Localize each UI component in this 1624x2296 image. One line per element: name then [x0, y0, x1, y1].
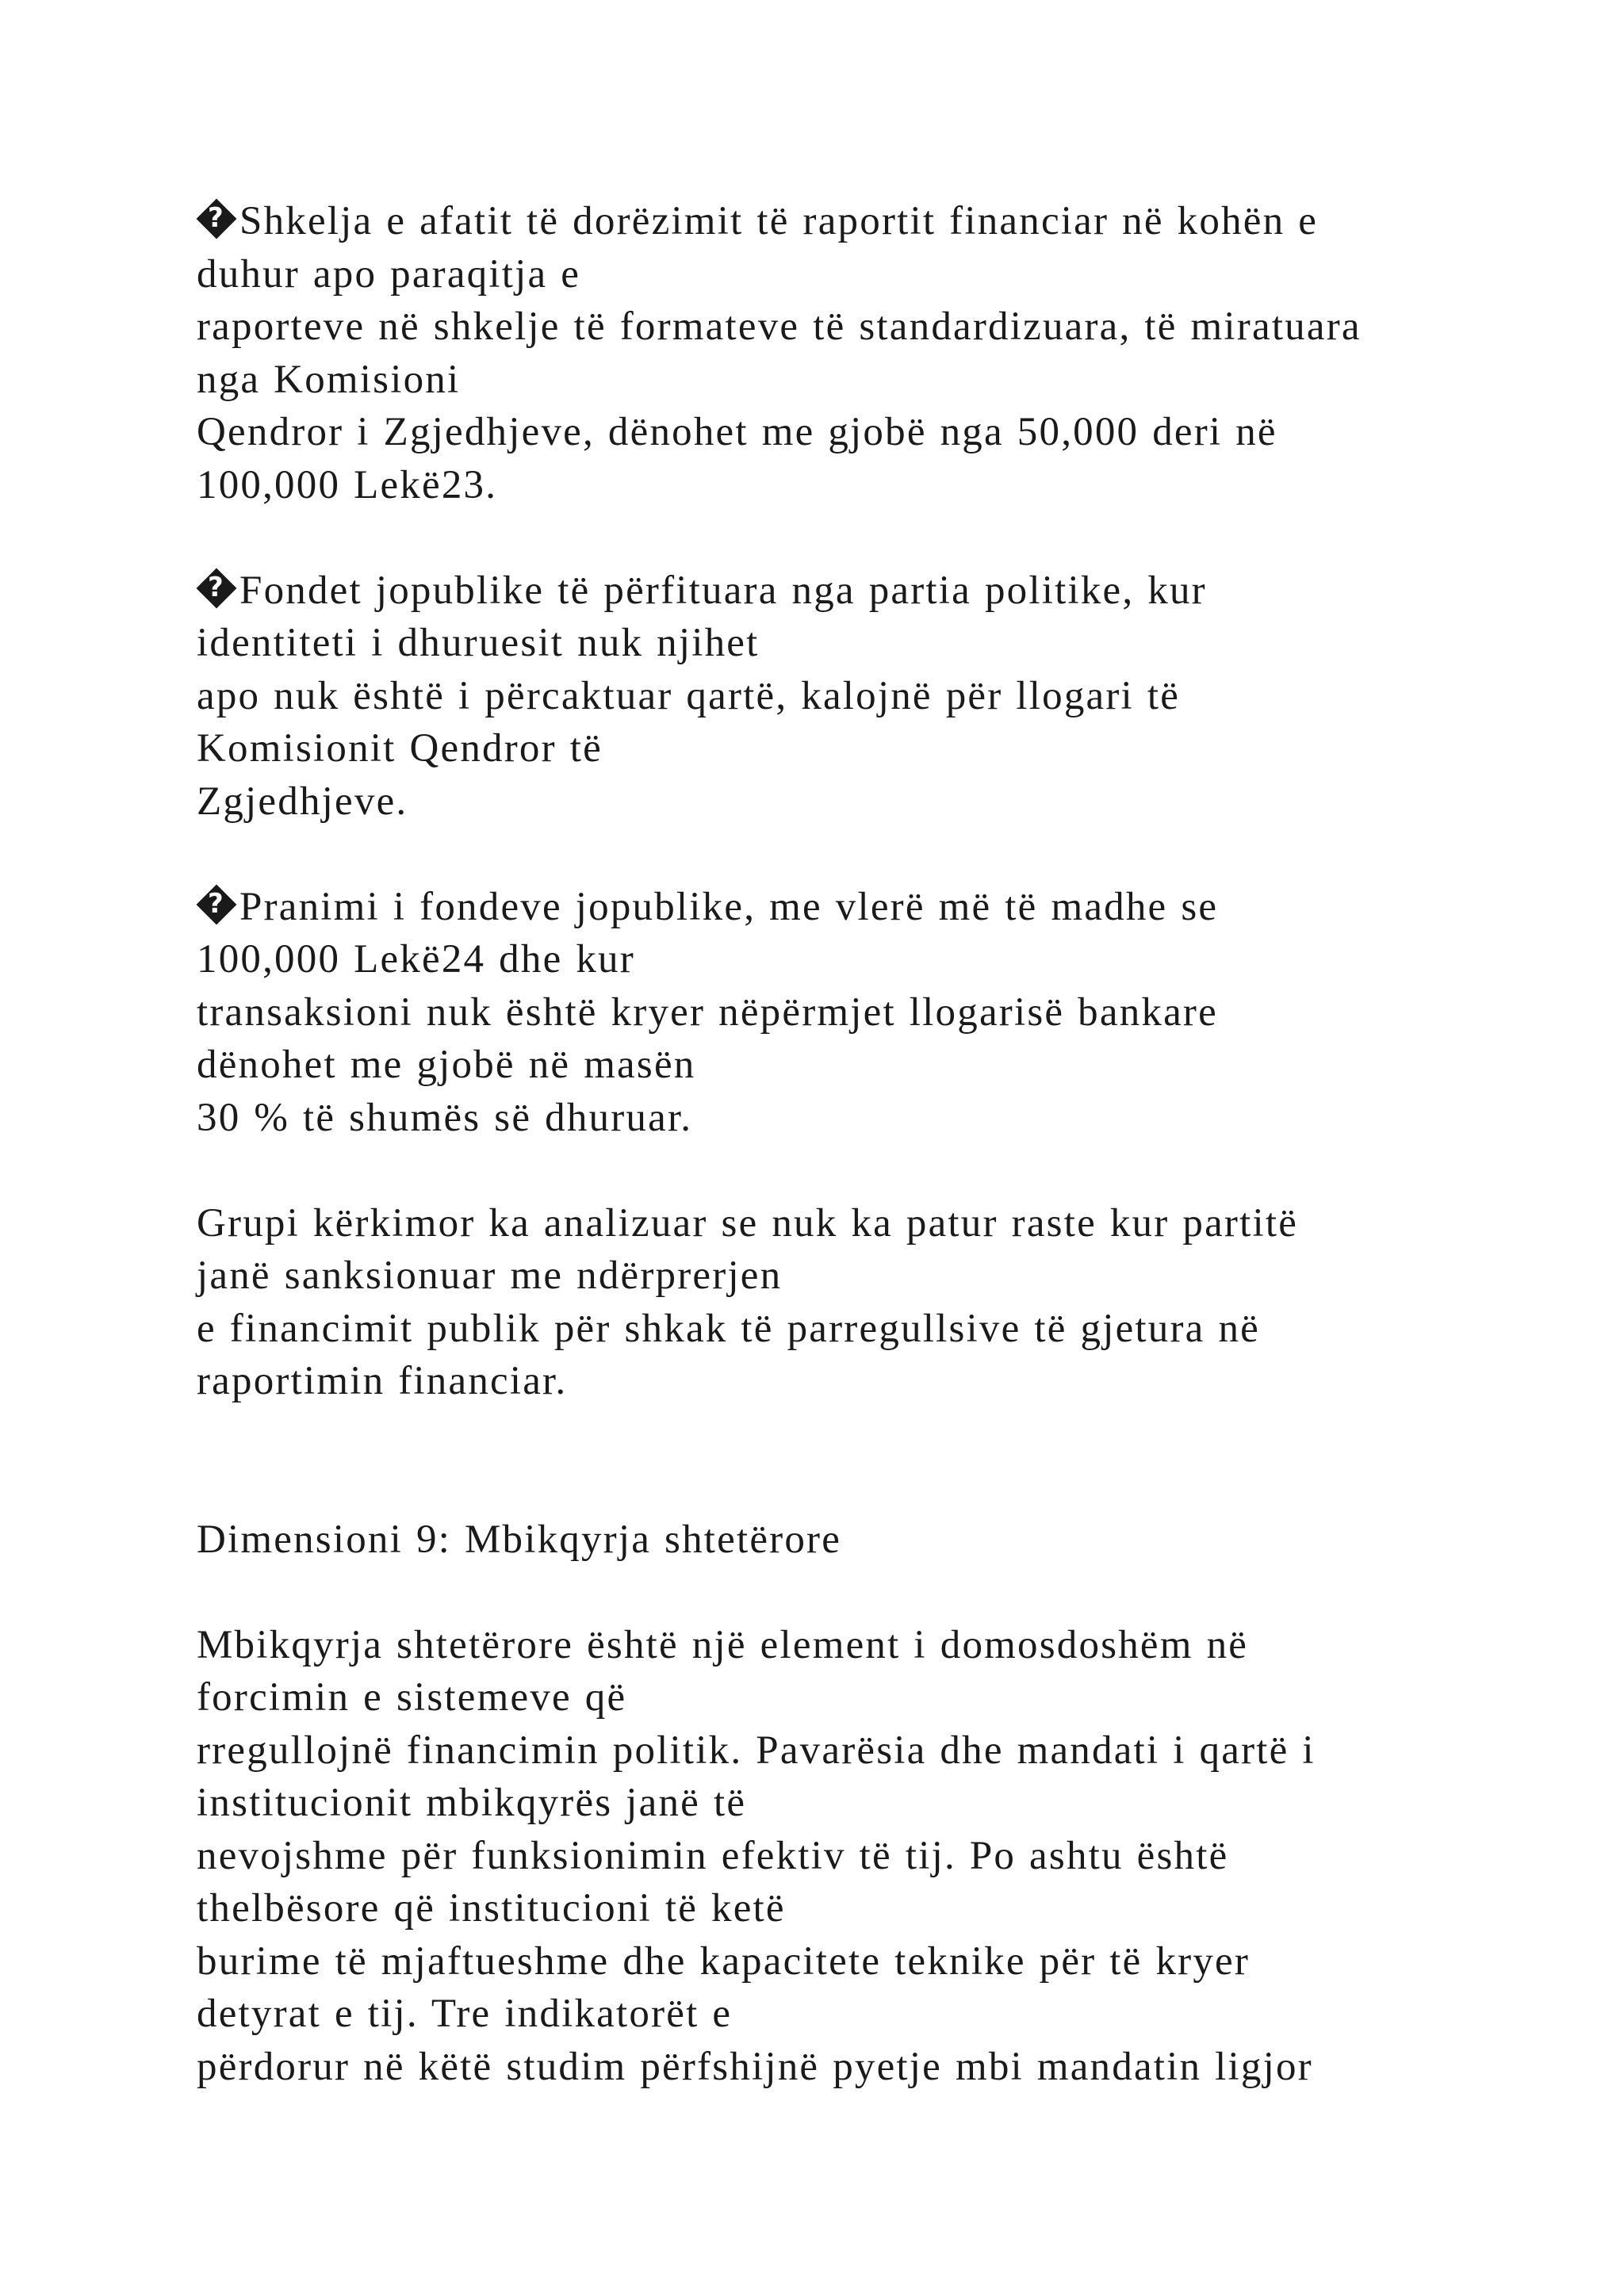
bullet-paragraph — [197, 881, 1497, 1145]
text-line: Zgjedhjeve. — [197, 779, 408, 824]
text-line: Mbikqyrja shtetërore është një element i domosdoshëm në — [197, 1622, 1249, 1667]
body-paragraph — [197, 1197, 1497, 1408]
paragraph-spacer — [197, 828, 1497, 881]
replacement-character-icon: ? — [197, 199, 238, 240]
section-heading — [197, 1513, 1497, 1567]
text-line: thelbësore që institucioni të ketë — [197, 1886, 786, 1931]
text-line: përdorur në këtë studim përfshijnë pyetje mbi mandatin ligjor — [197, 2044, 1313, 2089]
text-line: 30 % të shumës së dhuruar. — [197, 1095, 693, 1140]
text-line: Qendror i Zgjedhjeve, dënohet me gjobë nga 50,000 deri në — [197, 410, 1277, 454]
text-line: ? Pranimi i fondeve jopublike, me vlerë më të madhe se — [197, 881, 1497, 934]
paragraph-spacer — [197, 1566, 1497, 1619]
text-line: Komisionit Qendror të — [197, 726, 603, 771]
text-line: 100,000 Lekë23. — [197, 462, 498, 507]
heading-line: Dimensioni 9: Mbikqyrja shtetërore — [197, 1517, 842, 1562]
text-line: detyrat e tij. Tre indikatorët e — [197, 1992, 733, 2036]
text-line: institucionit mbikqyrës janë të — [197, 1781, 747, 1825]
body-paragraph — [197, 1619, 1497, 2094]
text-line: transaksioni nuk është kryer nëpërmjet llogarisë bankare — [197, 989, 1218, 1035]
text-line: apo nuk është i përcaktuar qartë, kalojnë për llogari të — [197, 673, 1181, 718]
text-line: raporteve në shkelje të formateve të standardizuara, të miratuara — [197, 304, 1362, 349]
text-line: identiteti i dhuruesit nuk njihet — [197, 621, 760, 665]
text-line: nevojshme për funksionimin efektiv të tij. Po ashtu është — [197, 1833, 1229, 1878]
replacement-character-icon: ? — [197, 885, 238, 926]
text-line: rregullojnë financimin politik. Pavarësia dhe mandati i qartë i — [197, 1728, 1316, 1773]
text-line: janë sanksionuar me ndërprerjen — [197, 1253, 783, 1298]
text-line: dënohet me gjobë në masën — [197, 1043, 696, 1087]
text-line: duhur apo paraqitja e — [197, 251, 581, 297]
document-body — [197, 195, 1497, 2093]
paragraph-spacer — [197, 511, 1497, 564]
text-line: burime të mjaftueshme dhe kapacitete teknike për të kryer — [197, 1938, 1251, 1984]
text-line: forcimin e sistemeve që — [197, 1675, 627, 1720]
text-line: ? Fondet jopublike të përfituara nga partia politike, kur — [197, 564, 1497, 618]
bullet-paragraph — [197, 195, 1497, 511]
text-line: Grupi kërkimor ka analizuar se nuk ka patur raste kur partitë — [197, 1200, 1299, 1246]
text-line: e financimit publik për shkak të parregullsive të gjetura në — [197, 1306, 1261, 1351]
bullet-paragraph — [197, 564, 1497, 828]
paragraph-spacer — [197, 1144, 1497, 1197]
replacement-character-icon: ? — [197, 568, 238, 610]
text-line: raportimin financiar. — [197, 1359, 568, 1403]
text-line: ? Shkelja e afatit të dorëzimit të raportit financiar në kohën e — [197, 195, 1497, 248]
text-line: 100,000 Lekë24 dhe kur — [197, 937, 635, 982]
paragraph-spacer — [197, 1408, 1497, 1513]
text-line: nga Komisioni — [197, 357, 461, 402]
